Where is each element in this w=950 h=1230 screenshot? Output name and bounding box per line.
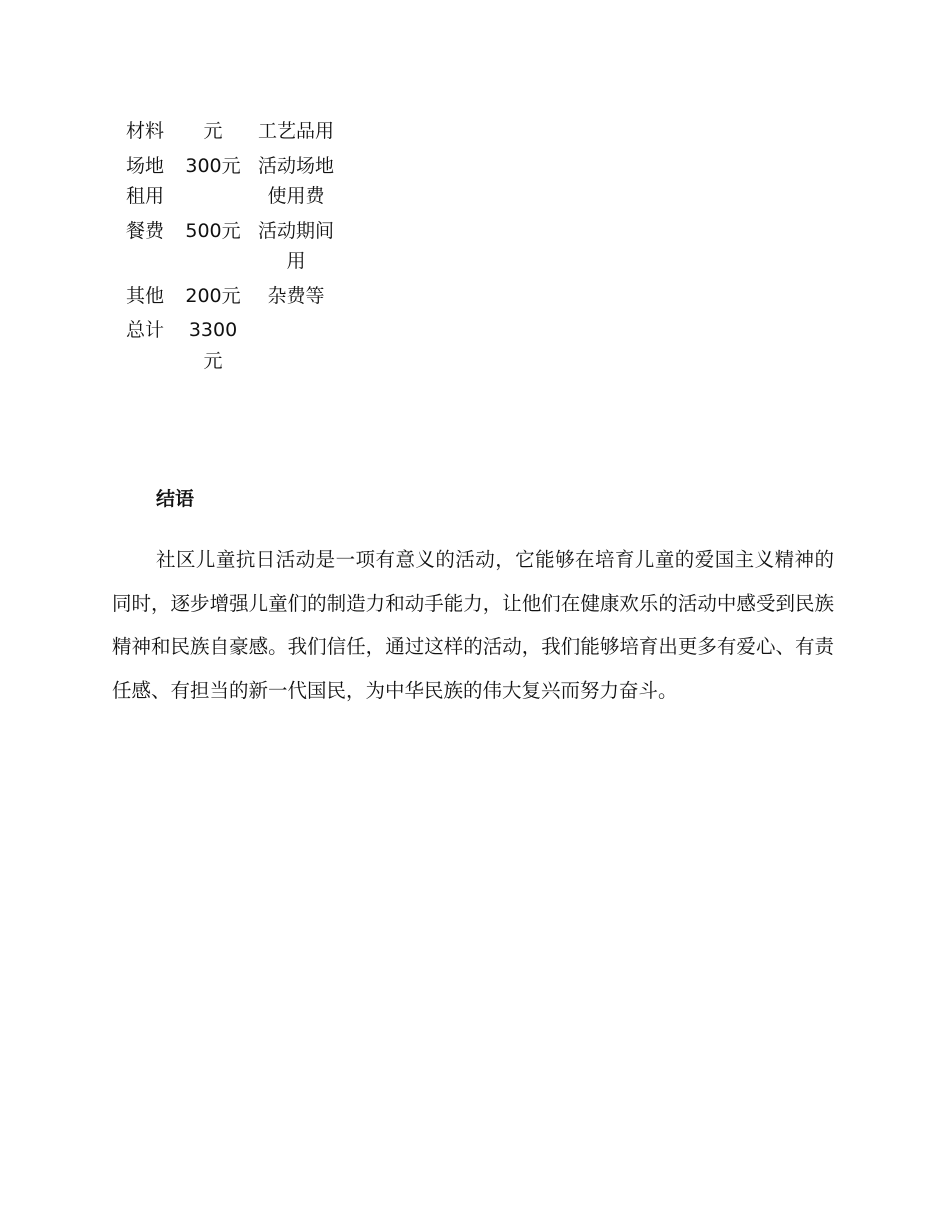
budget-note-cell: 工艺品用	[257, 120, 334, 142]
budget-amount-cell: 元	[203, 120, 223, 142]
budget-amount-cell: 500元	[185, 219, 241, 242]
table-row	[112, 116, 344, 151]
budget-note-cell: 杂费等	[267, 284, 325, 307]
budget-item-cell: 餐费	[125, 219, 164, 242]
budget-note-cell	[248, 315, 344, 380]
budget-item-cell: 其他	[125, 284, 164, 307]
table-row	[112, 216, 344, 281]
budget-amount-cell: 3300元	[188, 319, 238, 372]
conclusion-paragraph: 社区儿童抗日活动是一项有意义的活动，它能够在培育儿童的爱国主义精神的同时，逐步增强儿童们的制造力和动手能力，让他们在健康欢乐的活动中感受到民族精神和民族自豪感。我们信任，通过这样的活动，我们能够培育出更多有爱心、有责任感、有担当的新一代国民，为中华民族的伟大复兴而努力奋斗。	[112, 548, 834, 702]
budget-amount-cell: 200元	[185, 284, 241, 307]
budget-amount-cell: 300元	[185, 154, 241, 177]
budget-item-cell: 材料	[125, 120, 164, 142]
table-row	[112, 281, 344, 316]
section-heading: 结语	[156, 488, 195, 510]
table-row	[112, 151, 344, 216]
budget-item-cell: 场地租用	[125, 154, 164, 207]
budget-note-cell: 活动期间用	[257, 219, 334, 272]
budget-note-cell: 活动场地使用费	[257, 154, 334, 207]
budget-table	[112, 116, 344, 380]
table-row	[112, 315, 344, 380]
budget-item-cell: 总计	[125, 319, 164, 341]
